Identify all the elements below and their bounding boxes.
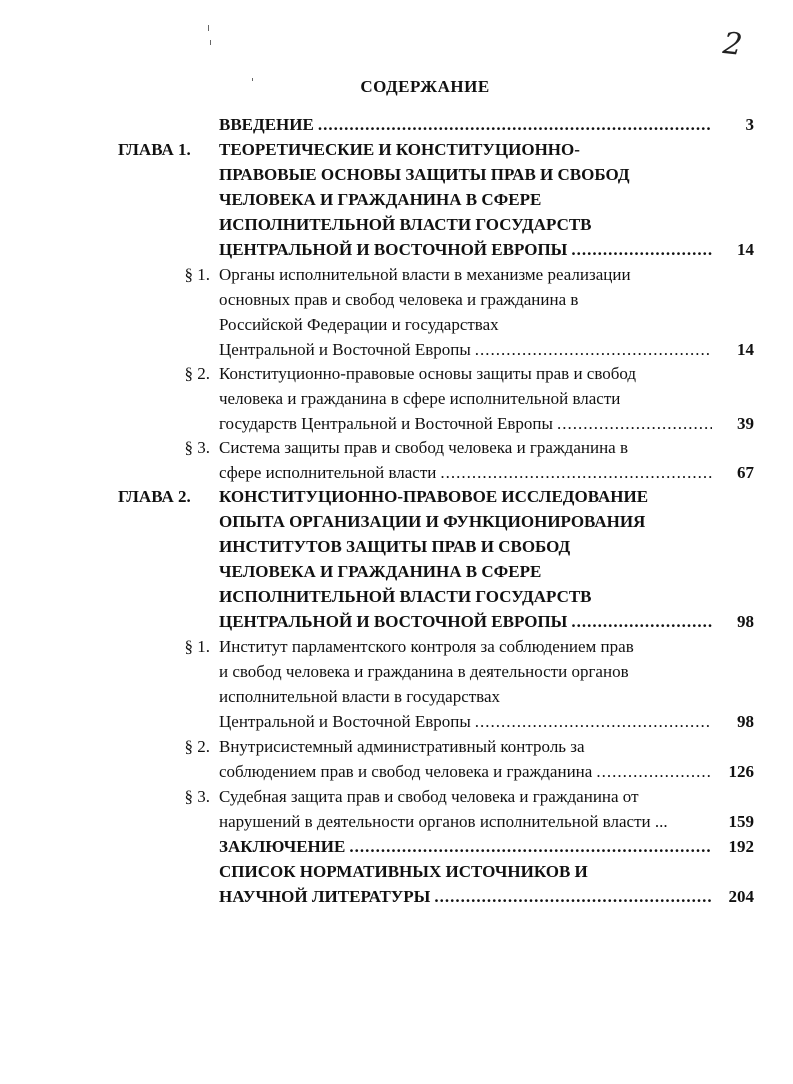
chapter-label: ГЛАВА 1.: [118, 140, 191, 159]
section-title-last: государств Центральной и Восточной Европы: [219, 414, 553, 433]
toc-section-2-1-line-2: [0, 659, 793, 684]
toc-page-number: 14: [737, 240, 754, 259]
toc-entry-title-line: [219, 884, 716, 909]
chapter-title-line: ИСПОЛНИТЕЛЬНОЙ ВЛАСТИ ГОСУДАРСТВ: [219, 587, 592, 606]
section-title-last: Центральной и Восточной Европы: [219, 340, 471, 359]
toc-chapter-2-line-1: [0, 484, 793, 509]
section-title-line: человека и гражданина в сфере исполнительной власти: [219, 389, 621, 408]
toc-entry-conclusion: [0, 834, 793, 859]
chapter-title-line: [219, 237, 716, 262]
toc-page-number: 98: [737, 612, 754, 631]
chapter-title-line: [219, 609, 716, 634]
chapter-title-line: ТЕОРЕТИЧЕСКИЕ И КОНСТИТУЦИОННО-: [219, 140, 580, 159]
toc-section-1-1-line-4: [0, 337, 793, 362]
leader-dots: [440, 460, 712, 485]
toc-page-number: 192: [728, 837, 754, 856]
chapter-label: ГЛАВА 2.: [118, 487, 191, 506]
section-title-line: [219, 759, 716, 784]
section-title-line: Институт парламентского контроля за соблюдением прав: [219, 637, 634, 656]
toc-page-number: 67: [737, 463, 754, 482]
section-title-line: и свобод человека и гражданина в деятельности органов: [219, 662, 629, 681]
toc-chapter-2-line-2: [0, 509, 793, 534]
section-title-line: [219, 411, 716, 436]
toc-title: СОДЕРЖАНИЕ: [360, 77, 490, 96]
toc-section-1-2-line-2: [0, 386, 793, 411]
leader-dots: [571, 609, 712, 634]
toc-chapter-2-line-3: [0, 534, 793, 559]
toc-page-number: 39: [737, 414, 754, 433]
section-label: § 1.: [184, 265, 210, 284]
toc-page-number: 3: [745, 115, 754, 134]
toc-entry-title: ЗАКЛЮЧЕНИЕ: [219, 837, 346, 856]
toc-chapter-2-line-4: [0, 559, 793, 584]
leader-dots: [596, 759, 712, 784]
section-title-line: Российской Федерации и государствах: [219, 315, 499, 334]
toc-chapter-1-line-4: [0, 212, 793, 237]
leader-dots: [434, 884, 712, 909]
toc-entry-title-line: СПИСОК НОРМАТИВНЫХ ИСТОЧНИКОВ И: [219, 862, 588, 881]
toc-section-1-1-line-2: [0, 287, 793, 312]
section-title-line: Конституционно-правовые основы защиты прав и свобод: [219, 364, 637, 383]
toc-entry-text: [219, 834, 716, 859]
toc-section-1-1-line-3: [0, 312, 793, 337]
chapter-title-last: ЦЕНТРАЛЬНОЙ И ВОСТОЧНОЙ ЕВРОПЫ: [219, 240, 568, 259]
toc-section-1-3-line-2: [0, 460, 793, 485]
toc-section-2-3-line-1: [0, 784, 793, 809]
toc-entry-introduction: [0, 112, 793, 137]
toc-section-2-3-line-2: [0, 809, 793, 834]
section-label: § 3.: [184, 787, 210, 806]
handwritten-page-number: 2: [721, 26, 744, 63]
toc-section-1-2-line-1: [0, 361, 793, 386]
toc-page-number: 159: [728, 812, 754, 831]
chapter-title-line: ИСПОЛНИТЕЛЬНОЙ ВЛАСТИ ГОСУДАРСТВ: [219, 215, 592, 234]
toc-chapter-2-line-6: [0, 609, 793, 634]
toc-section-2-1-line-1: [0, 634, 793, 659]
toc-entry-text: [219, 112, 716, 137]
section-title-line: [219, 460, 716, 485]
section-title-last: соблюдением прав и свобод человека и гражданина: [219, 762, 593, 781]
section-title-last: сфере исполнительной власти: [219, 463, 437, 482]
section-title-line: основных прав и свобод человека и гражданина в: [219, 290, 579, 309]
chapter-title-line: ИНСТИТУТОВ ЗАЩИТЫ ПРАВ И СВОБОД: [219, 537, 571, 556]
section-title-line: Система защиты прав и свобод человека и гражданина в: [219, 438, 628, 457]
section-title-line: Судебная защита прав и свобод человека и гражданина от: [219, 787, 639, 806]
scan-speck: [210, 40, 211, 45]
toc-chapter-1-line-5: [0, 237, 793, 262]
toc-section-1-3-line-1: [0, 435, 793, 460]
section-title-last: Центральной и Восточной Европы: [219, 712, 471, 731]
leader-dots: [475, 709, 712, 734]
toc-section-2-1-line-3: [0, 684, 793, 709]
toc-section-2-1-line-4: [0, 709, 793, 734]
section-label: § 1.: [184, 637, 210, 656]
toc-entry-bibliography-line-2: [0, 884, 793, 909]
scan-speck: [208, 25, 209, 31]
section-title-line: исполнительной власти в государствах: [219, 687, 501, 706]
section-label: § 3.: [184, 438, 210, 457]
toc-entry-bibliography-line-1: [0, 859, 793, 884]
chapter-title-line: ЧЕЛОВЕКА И ГРАЖДАНИНА В СФЕРЕ: [219, 190, 542, 209]
section-title-line: [219, 337, 716, 362]
leader-dots: [571, 237, 712, 262]
toc-page-number: 14: [737, 340, 754, 359]
section-label: § 2.: [184, 737, 210, 756]
chapter-title-line: ЧЕЛОВЕКА И ГРАЖДАНИНА В СФЕРЕ: [219, 562, 542, 581]
toc-section-2-2-line-1: [0, 734, 793, 759]
chapter-title-line: ПРАВОВЫЕ ОСНОВЫ ЗАЩИТЫ ПРАВ И СВОБОД: [219, 165, 630, 184]
toc-page-number: 98: [737, 712, 754, 731]
toc-entry-title-last: НАУЧНОЙ ЛИТЕРАТУРЫ: [219, 887, 431, 906]
toc-page-number: 126: [728, 762, 754, 781]
section-title-line: [219, 709, 716, 734]
section-title-line: Внутрисистемный административный контроль за: [219, 737, 585, 756]
section-title-line: нарушений в деятельности органов исполнительной власти ...: [219, 812, 668, 831]
toc-section-1-2-line-3: [0, 411, 793, 436]
leader-dots: [318, 112, 712, 137]
toc-section-1-1-line-1: [0, 262, 793, 287]
toc-page-number: 204: [728, 887, 754, 906]
toc-entry-title: ВВЕДЕНИЕ: [219, 115, 314, 134]
toc-chapter-1-line-1: [0, 137, 793, 162]
toc-chapter-1-line-2: [0, 162, 793, 187]
chapter-title-line: КОНСТИТУЦИОННО-ПРАВОВОЕ ИССЛЕДОВАНИЕ: [219, 487, 649, 506]
toc-section-2-2-line-2: [0, 759, 793, 784]
chapter-title-line: ОПЫТА ОРГАНИЗАЦИИ И ФУНКЦИОНИРОВАНИЯ: [219, 512, 646, 531]
section-label: § 2.: [184, 364, 210, 383]
leader-dots: [475, 337, 712, 362]
leader-dots: [349, 834, 712, 859]
chapter-title-last: ЦЕНТРАЛЬНОЙ И ВОСТОЧНОЙ ЕВРОПЫ: [219, 612, 568, 631]
toc-chapter-1-line-3: [0, 187, 793, 212]
toc-chapter-2-line-5: [0, 584, 793, 609]
section-title-line: Органы исполнительной власти в механизме реализации: [219, 265, 631, 284]
leader-dots: [557, 411, 712, 436]
